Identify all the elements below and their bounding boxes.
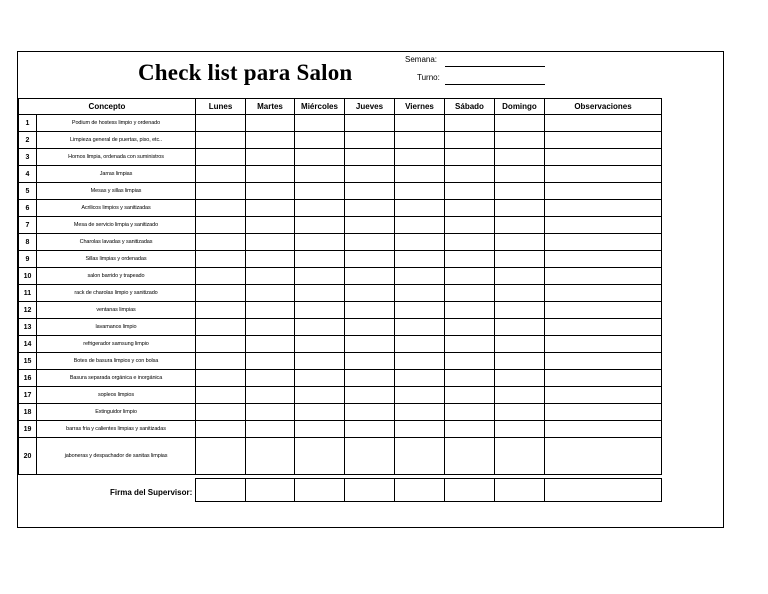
check-cell-viernes[interactable] (395, 319, 445, 336)
table-row (19, 387, 662, 404)
check-cell-martes[interactable] (246, 285, 295, 302)
check-cell-lunes[interactable] (196, 166, 246, 183)
check-cell-martes[interactable] (246, 404, 295, 421)
row-concepto: Podium de hostess limpio y ordenado (37, 115, 196, 132)
check-cell-sabado[interactable] (445, 268, 495, 285)
check-cell-jueves[interactable] (345, 302, 395, 319)
check-cell-jueves[interactable] (345, 132, 395, 149)
row-concepto: jaboneras y despachador de sanitas limpias (37, 438, 196, 475)
check-cell-observaciones[interactable] (545, 353, 662, 370)
row-number: 9 (19, 251, 37, 268)
check-cell-observaciones[interactable] (545, 404, 662, 421)
row-number: 10 (19, 268, 37, 285)
row-number: 8 (19, 234, 37, 251)
check-cell-viernes[interactable] (395, 387, 445, 404)
check-cell-lunes[interactable] (196, 115, 246, 132)
check-cell-domingo[interactable] (495, 438, 545, 475)
check-cell-jueves[interactable] (345, 387, 395, 404)
row-number: 1 (19, 115, 37, 132)
row-number: 12 (19, 302, 37, 319)
row-concepto: Sillas limpias y ordenadas (37, 251, 196, 268)
check-cell-domingo[interactable] (495, 149, 545, 166)
table-row (19, 200, 662, 217)
row-concepto: rack de charolas limpio y sanitizado (37, 285, 196, 302)
check-cell-domingo[interactable] (495, 387, 545, 404)
row-concepto: Limpieza general de puertas, piso, etc.. (37, 132, 196, 149)
check-cell-domingo[interactable] (495, 404, 545, 421)
check-cell-jueves[interactable] (345, 353, 395, 370)
check-cell-lunes[interactable] (196, 336, 246, 353)
check-cell-sabado[interactable] (445, 251, 495, 268)
check-cell-observaciones[interactable] (545, 132, 662, 149)
check-cell-sabado[interactable] (445, 132, 495, 149)
check-cell-martes[interactable] (246, 421, 295, 438)
check-cell-sabado[interactable] (445, 370, 495, 387)
check-cell-viernes[interactable] (395, 200, 445, 217)
row-concepto: Hornos limpia, ordenada con suministros (37, 149, 196, 166)
check-cell-jueves[interactable] (345, 200, 395, 217)
row-number: 20 (19, 438, 37, 475)
col-header-concepto: Concepto (19, 99, 196, 115)
check-cell-viernes[interactable] (395, 438, 445, 475)
signature-cell-viernes[interactable] (395, 479, 445, 502)
check-cell-lunes[interactable] (196, 200, 246, 217)
check-cell-domingo[interactable] (495, 302, 545, 319)
check-cell-domingo[interactable] (495, 285, 545, 302)
check-cell-lunes[interactable] (196, 353, 246, 370)
check-cell-domingo[interactable] (495, 370, 545, 387)
check-cell-jueves[interactable] (345, 183, 395, 200)
check-cell-lunes[interactable] (196, 387, 246, 404)
check-cell-domingo[interactable] (495, 336, 545, 353)
check-cell-lunes[interactable] (196, 404, 246, 421)
check-cell-sabado[interactable] (445, 353, 495, 370)
check-cell-miercoles[interactable] (295, 336, 345, 353)
check-cell-jueves[interactable] (345, 149, 395, 166)
turno-label: Turno: (417, 73, 440, 82)
row-concepto: Charolas lavadas y sanitizadas (37, 234, 196, 251)
table-row (19, 404, 662, 421)
check-cell-miercoles[interactable] (295, 319, 345, 336)
table-row (19, 234, 662, 251)
row-number: 16 (19, 370, 37, 387)
check-cell-martes[interactable] (246, 183, 295, 200)
col-header-jueves: Jueves (345, 99, 395, 115)
check-cell-observaciones[interactable] (545, 149, 662, 166)
check-cell-jueves[interactable] (345, 268, 395, 285)
check-cell-sabado[interactable] (445, 149, 495, 166)
check-cell-viernes[interactable] (395, 370, 445, 387)
signature-cell-lunes[interactable] (196, 479, 246, 502)
check-cell-lunes[interactable] (196, 251, 246, 268)
check-cell-miercoles[interactable] (295, 438, 345, 475)
col-header-miercoles: Miércoles (295, 99, 345, 115)
check-cell-miercoles[interactable] (295, 217, 345, 234)
check-cell-viernes[interactable] (395, 353, 445, 370)
check-cell-lunes[interactable] (196, 421, 246, 438)
row-number: 11 (19, 285, 37, 302)
row-number: 13 (19, 319, 37, 336)
check-cell-domingo[interactable] (495, 217, 545, 234)
check-cell-martes[interactable] (246, 438, 295, 475)
check-cell-miercoles[interactable] (295, 387, 345, 404)
check-cell-lunes[interactable] (196, 217, 246, 234)
table-row (19, 251, 662, 268)
check-cell-miercoles[interactable] (295, 302, 345, 319)
check-cell-sabado[interactable] (445, 387, 495, 404)
check-cell-observaciones[interactable] (545, 217, 662, 234)
check-cell-lunes[interactable] (196, 285, 246, 302)
row-concepto: lavamanos limpio (37, 319, 196, 336)
check-cell-domingo[interactable] (495, 183, 545, 200)
table-row (19, 438, 662, 475)
table-row (19, 166, 662, 183)
row-number: 15 (19, 353, 37, 370)
check-cell-jueves[interactable] (345, 251, 395, 268)
row-concepto: Jarras limpias (37, 166, 196, 183)
row-concepto: salon barrido y trapeado (37, 268, 196, 285)
check-cell-viernes[interactable] (395, 336, 445, 353)
signature-row (196, 479, 662, 502)
check-cell-observaciones[interactable] (545, 421, 662, 438)
check-cell-observaciones[interactable] (545, 336, 662, 353)
row-number: 19 (19, 421, 37, 438)
check-cell-lunes[interactable] (196, 132, 246, 149)
check-cell-martes[interactable] (246, 115, 295, 132)
row-concepto: Mesa de servicio limpia y sanitizado (37, 217, 196, 234)
col-header-observaciones: Observaciones (545, 99, 662, 115)
row-number: 4 (19, 166, 37, 183)
check-cell-miercoles[interactable] (295, 200, 345, 217)
check-cell-viernes[interactable] (395, 132, 445, 149)
row-number: 7 (19, 217, 37, 234)
check-cell-observaciones[interactable] (545, 302, 662, 319)
check-cell-observaciones[interactable] (545, 183, 662, 200)
col-header-domingo: Domingo (495, 99, 545, 115)
signature-cell-observaciones[interactable] (545, 479, 662, 502)
row-concepto: Basura separada orgánica e inorgánica (37, 370, 196, 387)
check-cell-viernes[interactable] (395, 115, 445, 132)
check-cell-lunes[interactable] (196, 370, 246, 387)
row-number: 14 (19, 336, 37, 353)
table-row (19, 302, 662, 319)
check-cell-sabado[interactable] (445, 200, 495, 217)
check-cell-martes[interactable] (246, 132, 295, 149)
table-row (19, 370, 662, 387)
check-cell-sabado[interactable] (445, 319, 495, 336)
check-cell-viernes[interactable] (395, 404, 445, 421)
check-cell-miercoles[interactable] (295, 234, 345, 251)
check-cell-observaciones[interactable] (545, 438, 662, 475)
check-cell-viernes[interactable] (395, 268, 445, 285)
semana-label: Semana: (405, 55, 438, 64)
check-cell-jueves[interactable] (345, 336, 395, 353)
page-title: Check list para Salon (138, 60, 353, 85)
check-cell-lunes[interactable] (196, 183, 246, 200)
signature-cell-domingo[interactable] (495, 479, 545, 502)
check-cell-miercoles[interactable] (295, 421, 345, 438)
signature-cell-miercoles[interactable] (295, 479, 345, 502)
row-concepto: Acrilicos limpios y sanitizadas (37, 200, 196, 217)
check-cell-martes[interactable] (246, 336, 295, 353)
table-row (19, 132, 662, 149)
check-cell-viernes[interactable] (395, 149, 445, 166)
check-cell-sabado[interactable] (445, 217, 495, 234)
check-cell-domingo[interactable] (495, 200, 545, 217)
checklist-table (18, 98, 662, 475)
check-cell-martes[interactable] (246, 319, 295, 336)
row-number: 5 (19, 183, 37, 200)
check-cell-domingo[interactable] (495, 234, 545, 251)
check-cell-martes[interactable] (246, 353, 295, 370)
row-concepto: Mesas y sillas limpias (37, 183, 196, 200)
check-cell-martes[interactable] (246, 149, 295, 166)
signature-label: Firma del Supervisor: (110, 488, 193, 497)
row-concepto: barras fria y calientes limpias y sanitizadas (37, 421, 196, 438)
check-cell-viernes[interactable] (395, 285, 445, 302)
check-cell-miercoles[interactable] (295, 268, 345, 285)
check-cell-viernes[interactable] (395, 166, 445, 183)
table-row (19, 336, 662, 353)
check-cell-jueves[interactable] (345, 421, 395, 438)
table-row (19, 115, 662, 132)
check-cell-jueves[interactable] (345, 404, 395, 421)
check-cell-lunes[interactable] (196, 268, 246, 285)
check-cell-sabado[interactable] (445, 404, 495, 421)
header-row (19, 99, 662, 115)
check-cell-miercoles[interactable] (295, 251, 345, 268)
check-cell-domingo[interactable] (495, 132, 545, 149)
check-cell-jueves[interactable] (345, 438, 395, 475)
signature-table (195, 478, 662, 502)
check-cell-viernes[interactable] (395, 217, 445, 234)
check-cell-sabado[interactable] (445, 183, 495, 200)
row-concepto: ventanas limpias (37, 302, 196, 319)
row-concepto: refrigerador samsung limpio (37, 336, 196, 353)
row-number: 6 (19, 200, 37, 217)
check-cell-miercoles[interactable] (295, 115, 345, 132)
check-cell-miercoles[interactable] (295, 404, 345, 421)
check-cell-martes[interactable] (246, 166, 295, 183)
check-cell-martes[interactable] (246, 200, 295, 217)
check-cell-sabado[interactable] (445, 285, 495, 302)
table-row (19, 183, 662, 200)
check-cell-domingo[interactable] (495, 166, 545, 183)
check-cell-martes[interactable] (246, 387, 295, 404)
check-cell-viernes[interactable] (395, 183, 445, 200)
check-cell-miercoles[interactable] (295, 370, 345, 387)
row-number: 3 (19, 149, 37, 166)
check-cell-sabado[interactable] (445, 336, 495, 353)
checklist-body (19, 115, 662, 475)
check-cell-miercoles[interactable] (295, 149, 345, 166)
check-cell-observaciones[interactable] (545, 387, 662, 404)
check-cell-lunes[interactable] (196, 302, 246, 319)
check-cell-observaciones[interactable] (545, 370, 662, 387)
check-cell-jueves[interactable] (345, 370, 395, 387)
check-cell-miercoles[interactable] (295, 132, 345, 149)
check-cell-jueves[interactable] (345, 319, 395, 336)
check-cell-jueves[interactable] (345, 217, 395, 234)
check-cell-domingo[interactable] (495, 115, 545, 132)
check-cell-martes[interactable] (246, 370, 295, 387)
semana-field[interactable] (445, 66, 545, 67)
check-cell-domingo[interactable] (495, 319, 545, 336)
check-cell-viernes[interactable] (395, 302, 445, 319)
check-cell-domingo[interactable] (495, 421, 545, 438)
row-concepto: sopleos limpios (37, 387, 196, 404)
check-cell-lunes[interactable] (196, 149, 246, 166)
check-cell-observaciones[interactable] (545, 234, 662, 251)
col-header-sabado: Sábado (445, 99, 495, 115)
check-cell-martes[interactable] (246, 234, 295, 251)
check-cell-jueves[interactable] (345, 234, 395, 251)
check-cell-sabado[interactable] (445, 166, 495, 183)
check-cell-observaciones[interactable] (545, 115, 662, 132)
signature-cell-sabado[interactable] (445, 479, 495, 502)
row-number: 18 (19, 404, 37, 421)
row-number: 2 (19, 132, 37, 149)
table-row (19, 217, 662, 234)
row-concepto: Botes de basura limpios y con bolsa (37, 353, 196, 370)
check-cell-lunes[interactable] (196, 319, 246, 336)
check-cell-martes[interactable] (246, 251, 295, 268)
check-cell-jueves[interactable] (345, 285, 395, 302)
table-row (19, 421, 662, 438)
table-row (19, 149, 662, 166)
check-cell-martes[interactable] (246, 268, 295, 285)
check-cell-observaciones[interactable] (545, 268, 662, 285)
check-cell-martes[interactable] (246, 217, 295, 234)
table-row (19, 319, 662, 336)
check-cell-sabado[interactable] (445, 234, 495, 251)
check-cell-miercoles[interactable] (295, 353, 345, 370)
check-cell-domingo[interactable] (495, 251, 545, 268)
check-cell-observaciones[interactable] (545, 251, 662, 268)
check-cell-lunes[interactable] (196, 234, 246, 251)
row-concepto: Extinguidor limpio (37, 404, 196, 421)
check-cell-viernes[interactable] (395, 234, 445, 251)
col-header-viernes: Viernes (395, 99, 445, 115)
check-cell-viernes[interactable] (395, 421, 445, 438)
turno-field[interactable] (445, 84, 545, 85)
check-cell-sabado[interactable] (445, 302, 495, 319)
signature-cell-martes[interactable] (246, 479, 295, 502)
check-cell-lunes[interactable] (196, 438, 246, 475)
table-row (19, 285, 662, 302)
check-cell-sabado[interactable] (445, 115, 495, 132)
check-cell-martes[interactable] (246, 302, 295, 319)
check-cell-sabado[interactable] (445, 421, 495, 438)
check-cell-observaciones[interactable] (545, 166, 662, 183)
check-cell-miercoles[interactable] (295, 285, 345, 302)
check-cell-observaciones[interactable] (545, 319, 662, 336)
check-cell-viernes[interactable] (395, 251, 445, 268)
check-cell-miercoles[interactable] (295, 166, 345, 183)
signature-cell-jueves[interactable] (345, 479, 395, 502)
col-header-lunes: Lunes (196, 99, 246, 115)
check-cell-jueves[interactable] (345, 115, 395, 132)
col-header-martes: Martes (246, 99, 295, 115)
check-cell-domingo[interactable] (495, 268, 545, 285)
table-row (19, 268, 662, 285)
check-cell-observaciones[interactable] (545, 200, 662, 217)
table-row (19, 353, 662, 370)
check-cell-sabado[interactable] (445, 438, 495, 475)
check-cell-jueves[interactable] (345, 166, 395, 183)
row-number: 17 (19, 387, 37, 404)
check-cell-observaciones[interactable] (545, 285, 662, 302)
check-cell-miercoles[interactable] (295, 183, 345, 200)
check-cell-domingo[interactable] (495, 353, 545, 370)
